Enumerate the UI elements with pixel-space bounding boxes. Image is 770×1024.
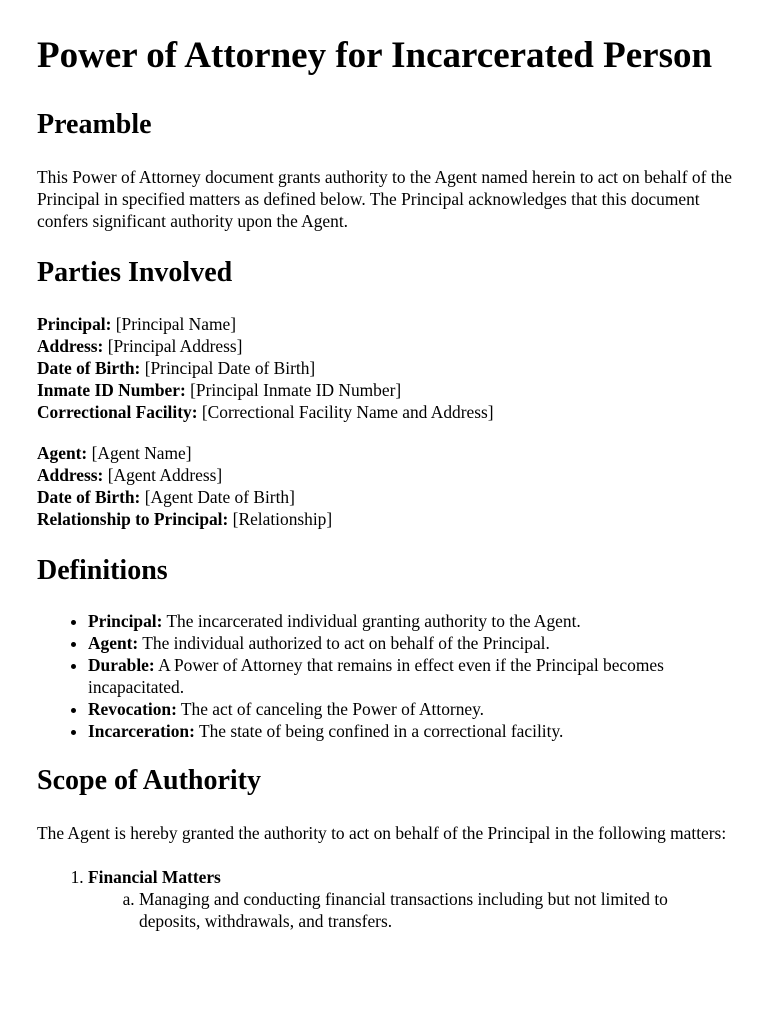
field-label: Correctional Facility: <box>37 402 198 422</box>
field-value: [Relationship] <box>232 509 333 529</box>
definition-term: Agent: <box>88 633 139 653</box>
agent-dob-line <box>37 486 733 508</box>
list-item <box>88 654 733 698</box>
principal-name-line <box>37 313 733 335</box>
definition-text: A Power of Attorney that remains in effect even if the Principal becomes incapacitated. <box>88 655 664 697</box>
scope-heading: Scope of Authority <box>37 765 261 796</box>
definition-text: The act of canceling the Power of Attorney. <box>180 699 485 719</box>
principal-facility-line <box>37 401 733 423</box>
scope-item <box>88 866 733 932</box>
definition-term: Incarceration: <box>88 721 195 741</box>
scope-item-title: Financial Matters <box>88 867 221 887</box>
document-title: Power of Attorney for Incarcerated Person <box>37 35 713 76</box>
principal-details <box>37 313 733 423</box>
field-value: [Agent Date of Birth] <box>144 487 295 507</box>
field-value: [Principal Date of Birth] <box>144 358 316 378</box>
agent-address-line <box>37 464 733 486</box>
scope-subitem: a. Managing and conducting financial transactions including but not limited to deposits, withdrawals, and transfers. <box>139 888 733 932</box>
definition-text: The incarcerated individual granting authority to the Agent. <box>166 611 581 631</box>
principal-inmate-id-line <box>37 379 733 401</box>
field-value: [Correctional Facility Name and Address] <box>201 402 494 422</box>
scope-list <box>37 866 733 932</box>
preamble-heading: Preamble <box>37 109 152 140</box>
agent-relationship-line <box>37 508 733 530</box>
agent-name-line <box>37 442 733 464</box>
field-label: Date of Birth: <box>37 358 141 378</box>
field-label: Agent: <box>37 443 88 463</box>
definition-text: The individual authorized to act on behalf of the Principal. <box>142 633 550 653</box>
field-label: Address: <box>37 336 104 356</box>
principal-dob-line <box>37 357 733 379</box>
definition-term: Principal: <box>88 611 163 631</box>
list-item <box>88 698 733 720</box>
principal-address-line <box>37 335 733 357</box>
field-value: [Principal Name] <box>115 314 236 334</box>
field-value: [Agent Address] <box>107 465 223 485</box>
field-value: [Agent Name] <box>91 443 192 463</box>
parties-heading: Parties Involved <box>37 257 233 288</box>
field-label: Principal: <box>37 314 112 334</box>
definition-term: Revocation: <box>88 699 177 719</box>
field-label: Address: <box>37 465 104 485</box>
field-value: [Principal Inmate ID Number] <box>190 380 402 400</box>
list-item <box>88 720 733 742</box>
field-label: Inmate ID Number: <box>37 380 186 400</box>
definition-term: Durable: <box>88 655 155 675</box>
preamble-text: This Power of Attorney document grants authority to the Agent named herein to act on behalf of the Principal in specified matters as defined below. The Principal acknowledges that this document confers significant authority upon the Agent. <box>37 167 732 231</box>
list-item <box>88 610 733 632</box>
scope-sublist <box>88 888 733 932</box>
scope-intro: The Agent is hereby granted the authority to act on behalf of the Principal in the following matters: <box>37 823 727 843</box>
field-label: Relationship to Principal: <box>37 509 229 529</box>
definition-text: The state of being confined in a correctional facility. <box>198 721 564 741</box>
list-item <box>88 632 733 654</box>
definitions-heading: Definitions <box>37 555 168 586</box>
field-value: [Principal Address] <box>107 336 243 356</box>
field-label: Date of Birth: <box>37 487 141 507</box>
definitions-list <box>37 610 733 742</box>
agent-details <box>37 442 733 530</box>
